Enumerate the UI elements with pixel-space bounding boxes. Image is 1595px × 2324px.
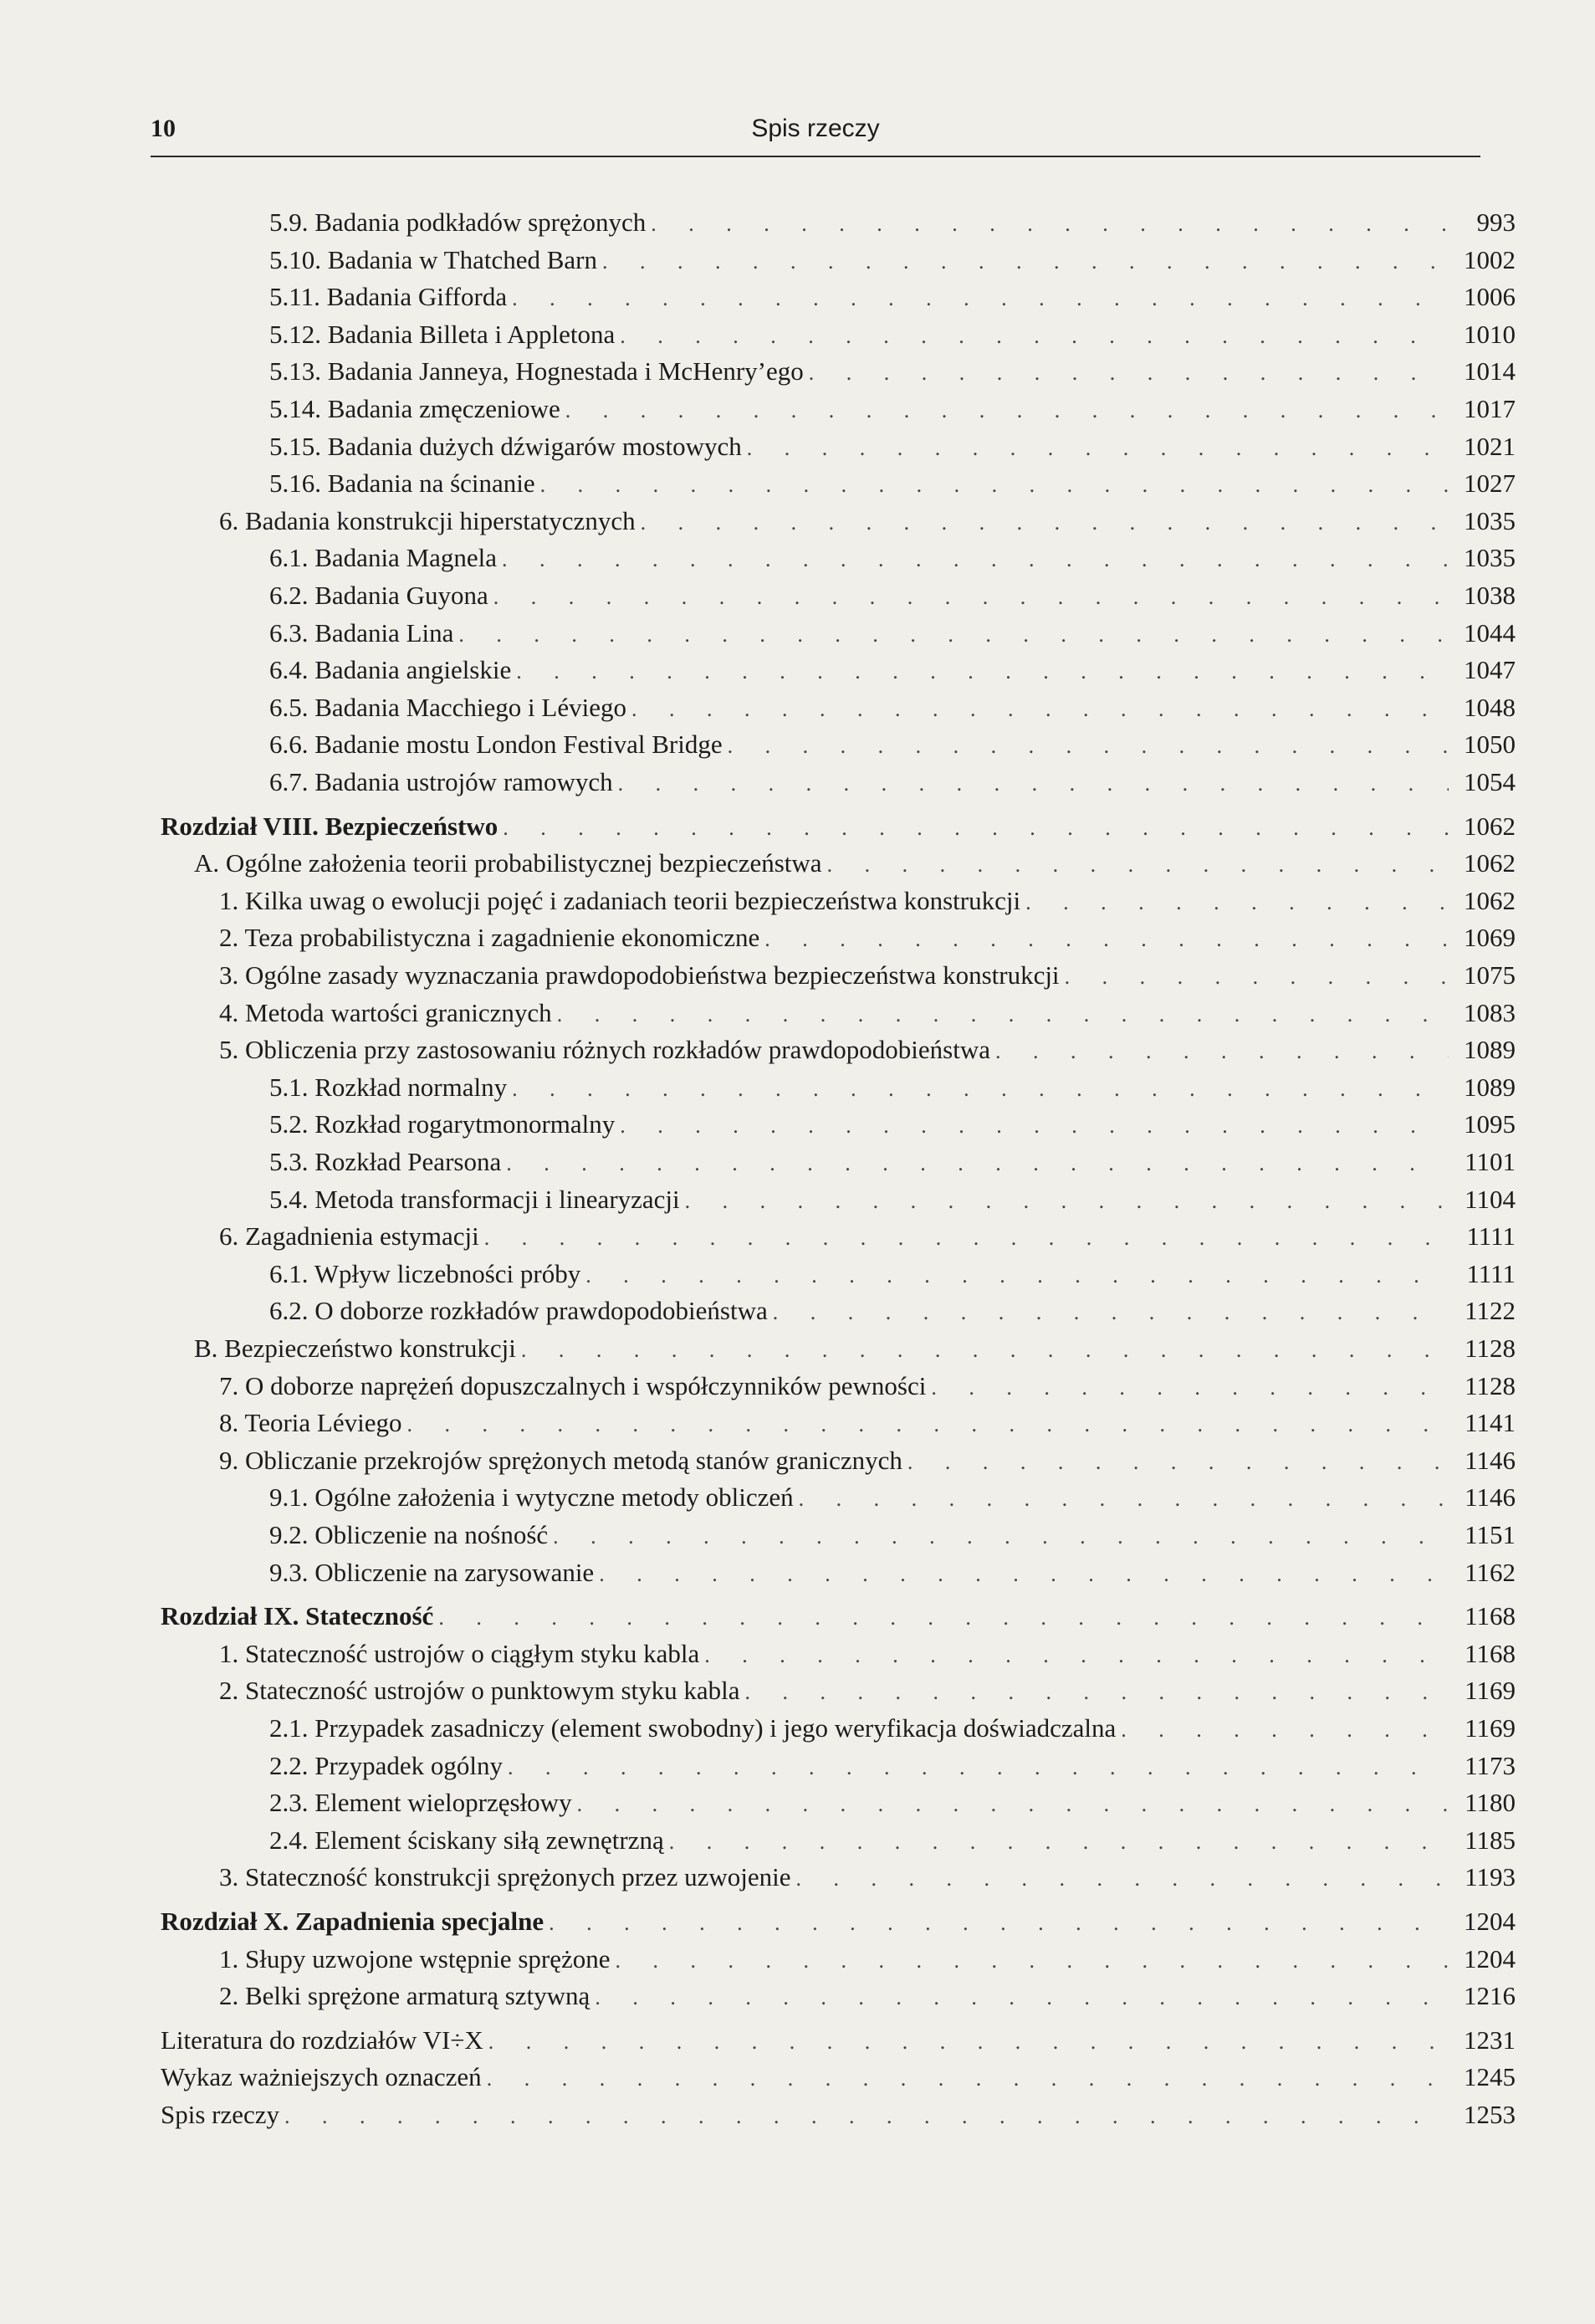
toc-entry-title: 9. Obliczanie przekrojów sprężonych metodą stanów granicznych	[219, 1445, 902, 1475]
toc-entry-page: 1101	[1465, 1147, 1516, 1176]
toc-entry-page: 1111	[1466, 1258, 1516, 1288]
toc-entry-title: 6. Zagadnienia estymacji	[219, 1221, 479, 1252]
toc-entry-title: 4. Metoda wartości granicznych	[219, 997, 552, 1027]
dot-leader	[488, 2024, 1449, 2060]
dot-leader	[458, 617, 1449, 653]
toc-entry	[194, 845, 1516, 882]
toc-entry-page: 1193	[1465, 1862, 1516, 1892]
dot-leader	[669, 1824, 1449, 1861]
dot-leader	[747, 430, 1449, 467]
header-rule	[151, 156, 1480, 157]
dot-leader	[599, 1556, 1449, 1593]
dot-leader	[438, 1600, 1449, 1636]
dot-leader	[995, 1033, 1449, 1070]
dot-leader	[493, 579, 1449, 616]
dot-leader	[585, 1257, 1449, 1294]
toc-entry-title: 6.3. Badania Lina	[269, 617, 454, 648]
toc-entry-title: 2. Teza probabilistyczna i zagadnienie ekonomiczne	[219, 923, 760, 953]
toc-entry	[269, 1293, 1516, 1329]
dot-leader	[631, 691, 1449, 728]
toc-entry	[161, 2059, 1516, 2096]
toc-entry-title: A. Ogólne założenia teorii probabilistycznej bezpieczeństwa	[194, 848, 822, 878]
toc-entry-title: 1. Słupy uzwojone wstępnie sprężone	[219, 1943, 611, 1973]
dot-leader	[553, 1518, 1449, 1555]
dot-leader	[284, 2098, 1449, 2135]
toc-entry-title: 6.7. Badania ustrojów ramowych	[269, 767, 613, 796]
dot-leader	[516, 653, 1449, 690]
dot-leader	[595, 1979, 1449, 2016]
dot-leader	[795, 1861, 1449, 1897]
toc-entry-page: 1062	[1464, 811, 1516, 841]
toc-entry-page: 1027	[1464, 468, 1516, 499]
dot-leader	[641, 504, 1449, 541]
toc-entry	[269, 1554, 1516, 1591]
toc-entry-page: 1162	[1465, 1557, 1516, 1587]
toc-entry-title: 6. Badania konstrukcji hiperstatycznych	[219, 505, 636, 535]
toc-entry-title: 5.1. Rozkład normalny	[269, 1072, 508, 1102]
toc-entry-title: 5. Obliczenia przy zastosowaniu różnych rozkładów prawdopodobieństwa	[219, 1035, 990, 1065]
toc-entry-title: 8. Teoria Léviego	[219, 1408, 402, 1438]
toc-entry	[269, 204, 1516, 241]
toc-entry-title: Spis rzeczy	[161, 2100, 280, 2129]
toc-entry	[219, 1368, 1516, 1405]
toc-entry-page: 1083	[1464, 997, 1516, 1027]
toc-entry	[269, 428, 1516, 465]
toc-entry-page: 1014	[1464, 356, 1516, 386]
dot-leader	[809, 355, 1449, 392]
toc-entry-page: 1173	[1465, 1750, 1516, 1780]
toc-entry-title: 9.2. Obliczenie na nośność	[269, 1520, 549, 1549]
toc-entry	[219, 1941, 1516, 1978]
toc-entry	[194, 1330, 1516, 1367]
dot-leader	[728, 728, 1449, 765]
toc-entry-title: 2. Stateczność ustrojów o punktowym styku kabla	[219, 1676, 740, 1706]
toc-entry	[219, 503, 1516, 540]
toc-entry-title: 6.1. Wpływ liczebności próby	[269, 1258, 581, 1288]
toc-entry-page: 1062	[1464, 848, 1516, 878]
toc-entry-page: 1021	[1464, 431, 1516, 461]
toc-entry-page: 1038	[1464, 581, 1516, 610]
toc-entry-page: 1245	[1464, 2062, 1516, 2092]
toc-entry-page: 1253	[1464, 2100, 1516, 2129]
toc-entry	[219, 957, 1516, 994]
toc-entry	[269, 1256, 1516, 1293]
toc-entry-title: 5.14. Badania zmęczeniowe	[269, 394, 560, 423]
toc-entry-page: 1204	[1464, 1907, 1516, 1936]
dot-leader	[827, 847, 1449, 883]
dot-leader	[618, 765, 1449, 802]
dot-leader	[512, 280, 1449, 317]
dot-leader	[503, 810, 1449, 847]
toc-entry	[219, 919, 1516, 956]
dot-leader	[484, 1220, 1449, 1257]
toc-entry	[269, 726, 1516, 763]
toc-entry	[269, 1106, 1516, 1143]
page-number: 10	[151, 115, 176, 142]
toc-entry-page: 1122	[1465, 1296, 1516, 1326]
toc-entry-page: 1062	[1464, 885, 1516, 915]
dot-leader	[907, 1444, 1449, 1481]
toc-entry-title: 6.2. O doborze rozkładów prawdopodobieństwa	[269, 1296, 768, 1326]
toc-entry	[161, 808, 1516, 845]
toc-entry-page: 1128	[1465, 1333, 1516, 1363]
toc-entry-title: Rozdział IX. Stateczność	[161, 1601, 434, 1631]
toc-entry	[269, 652, 1516, 688]
dot-leader	[502, 541, 1449, 578]
toc-entry	[269, 1748, 1516, 1784]
toc-entry-page: 1216	[1464, 1981, 1516, 2011]
toc-entry	[269, 764, 1516, 801]
toc-entry-title: 1. Kilka uwag o ewolucji pojęć i zadaniach teorii bezpieczeństwa konstrukcji	[219, 885, 1021, 915]
toc-entry-title: 2.1. Przypadek zasadniczy (element swobodny) i jego weryfikacja doświadczalna	[269, 1713, 1117, 1743]
toc-entry	[269, 1479, 1516, 1516]
toc-entry	[269, 391, 1516, 427]
toc-entry-page: 1035	[1464, 543, 1516, 573]
toc-entry-title: Wykaz ważniejszych oznaczeń	[161, 2062, 482, 2092]
dot-leader	[487, 2060, 1449, 2097]
toc-entry	[219, 1031, 1516, 1068]
toc-entry-page: 1044	[1464, 617, 1516, 648]
toc-entry	[269, 353, 1516, 390]
dot-leader	[577, 1786, 1449, 1823]
toc-entry-page: 1069	[1464, 923, 1516, 953]
toc-entry-page: 1204	[1464, 1943, 1516, 1973]
toc-entry-page: 1017	[1464, 394, 1516, 423]
toc-entry-title: Rozdział VIII. Bezpieczeństwo	[161, 811, 498, 841]
toc-entry-page: 1111	[1466, 1221, 1516, 1252]
dot-leader	[602, 243, 1449, 280]
toc-entry-title: Literatura do rozdziałów VI÷X	[161, 2025, 483, 2055]
toc-entry	[219, 1672, 1516, 1709]
toc-entry-title: 6.5. Badania Macchiego i Léviego	[269, 692, 626, 722]
dot-leader	[406, 1406, 1449, 1443]
toc-entry	[269, 1517, 1516, 1554]
toc-entry	[161, 2096, 1516, 2133]
toc-entry-title: 5.4. Metoda transformacji i linearyzacji	[269, 1184, 680, 1214]
dot-leader	[651, 206, 1449, 243]
toc-entry	[269, 242, 1516, 279]
toc-entry-page: 1002	[1464, 244, 1516, 274]
toc-entry-title: 5.3. Rozkład Pearsona	[269, 1147, 502, 1176]
toc-entry-title: 3. Stateczność konstrukcji sprężonych przez uzwojenie	[219, 1862, 791, 1892]
toc-entry	[219, 995, 1516, 1031]
toc-entry-title: 1. Stateczność ustrojów o ciągłym styku kabla	[219, 1638, 700, 1668]
toc-entry-title: 9.3. Obliczenie na zarysowanie	[269, 1557, 595, 1587]
toc-entry-page: 1185	[1465, 1825, 1516, 1855]
toc-entry	[219, 1636, 1516, 1672]
toc-entry-page: 1035	[1464, 505, 1516, 535]
toc-entry-page: 1089	[1464, 1035, 1516, 1065]
toc-entry-title: 5.2. Rozkład rogarytmonormalny	[269, 1109, 616, 1139]
toc-entry-title: 5.9. Badania podkładów sprężonych	[269, 207, 647, 237]
toc-entry-title: 5.11. Badania Gifforda	[269, 282, 508, 312]
dot-leader	[799, 1481, 1449, 1518]
toc-entry-title: B. Bezpieczeństwo konstrukcji	[194, 1333, 516, 1363]
toc-entry-page: 1128	[1465, 1370, 1516, 1400]
toc-entry-title: 5.10. Badania w Thatched Barn	[269, 244, 597, 274]
toc-entry	[269, 465, 1516, 502]
toc-entry-page: 1054	[1464, 767, 1516, 796]
toc-entry	[219, 1442, 1516, 1479]
dot-leader	[512, 1071, 1449, 1108]
toc-entry-page: 1048	[1464, 692, 1516, 722]
dot-leader	[620, 1108, 1449, 1144]
dot-leader	[745, 1674, 1449, 1711]
toc-entry	[269, 540, 1516, 576]
toc-entry-title: 5.16. Badania na ścinanie	[269, 468, 535, 499]
toc-entry-page: 1169	[1465, 1676, 1516, 1706]
dot-leader	[521, 1332, 1449, 1369]
dot-leader	[773, 1294, 1449, 1331]
toc-entry-page: 1146	[1465, 1482, 1516, 1513]
toc-entry	[161, 1598, 1516, 1635]
dot-leader	[540, 467, 1449, 504]
dot-leader	[508, 1749, 1449, 1786]
page-header	[151, 113, 1480, 155]
toc-entry-page: 1151	[1465, 1520, 1516, 1549]
running-title: Spis rzeczy	[751, 115, 880, 142]
toc-entry	[219, 883, 1516, 919]
toc-entry-title: 2.2. Przypadek ogólny	[269, 1750, 503, 1780]
toc-entry-page: 1050	[1464, 729, 1516, 760]
toc-entry-page: 1010	[1464, 319, 1516, 349]
toc-entry	[269, 1144, 1516, 1180]
toc-entry-page: 1168	[1465, 1638, 1516, 1668]
toc-entry-title: 3. Ogólne zasady wyznaczania prawdopodobieństwa bezpieczeństwa konstrukcji	[219, 960, 1060, 990]
toc-entry	[269, 1710, 1516, 1747]
dot-leader	[1065, 959, 1449, 996]
toc-entry	[269, 1784, 1516, 1821]
toc-entry-page: 1075	[1464, 960, 1516, 990]
toc-entry-title: 2.4. Element ściskany siłą zewnętrzną	[269, 1825, 664, 1855]
toc-entry-title: 6.2. Badania Guyona	[269, 581, 488, 610]
dot-leader	[931, 1369, 1449, 1406]
dot-leader	[549, 1905, 1449, 1942]
toc-entry	[161, 1903, 1516, 1940]
dot-leader	[620, 318, 1449, 355]
toc-entry	[269, 615, 1516, 652]
toc-entry-page: 1231	[1464, 2025, 1516, 2055]
toc-entry	[219, 1978, 1516, 2014]
toc-entry	[269, 1822, 1516, 1859]
toc-entry-page: 1180	[1465, 1788, 1516, 1818]
toc-entry-page: 1104	[1465, 1184, 1516, 1214]
toc-entry	[219, 1405, 1516, 1441]
dot-leader	[615, 1943, 1449, 1979]
toc-entry	[269, 1181, 1516, 1218]
toc-entry-page: 1168	[1465, 1601, 1516, 1631]
toc-entry-title: 6.6. Badanie mostu London Festival Bridge	[269, 729, 723, 760]
toc-entry	[269, 316, 1516, 353]
toc-entry-title: 2. Belki sprężone armaturą sztywną	[219, 1981, 590, 2011]
toc-entry	[219, 1218, 1516, 1255]
toc-entry-page: 1169	[1465, 1713, 1516, 1743]
toc-entry-title: 6.1. Badania Magnela	[269, 543, 498, 573]
dot-leader	[704, 1637, 1449, 1674]
dot-leader	[764, 921, 1449, 958]
toc-entry	[269, 279, 1516, 315]
dot-leader	[1025, 884, 1449, 921]
toc-entry-page: 1095	[1464, 1109, 1516, 1139]
toc-entry-title: 5.15. Badania dużych dźwigarów mostowych	[269, 431, 742, 461]
toc-entry	[219, 1859, 1516, 1896]
dot-leader	[565, 392, 1449, 429]
toc-entry	[269, 1069, 1516, 1106]
toc-entry-title: 5.13. Badania Janneya, Hognestada i McHenry’ego	[269, 356, 804, 386]
toc-entry-title: 5.12. Badania Billeta i Appletona	[269, 319, 616, 349]
toc-entry-page: 1047	[1464, 655, 1516, 685]
dot-leader	[685, 1183, 1449, 1220]
dot-leader	[1121, 1712, 1449, 1748]
dot-leader	[557, 996, 1449, 1033]
dot-leader	[506, 1145, 1449, 1182]
toc-entry-title: 9.1. Ogólne założenia i wytyczne metody obliczeń	[269, 1482, 794, 1513]
toc-entry-page: 1146	[1465, 1445, 1516, 1475]
toc-entry-title: 2.3. Element wieloprzęsłowy	[269, 1788, 572, 1818]
toc-entry	[269, 689, 1516, 726]
toc-entry-page: 1006	[1464, 282, 1516, 312]
toc-entry-page: 993	[1476, 207, 1516, 237]
toc-entry	[269, 577, 1516, 614]
toc-entry	[161, 2022, 1516, 2059]
toc-entry-title: Rozdział X. Zapadnienia specjalne	[161, 1907, 544, 1936]
toc-entry-page: 1141	[1465, 1408, 1516, 1438]
toc-entry-title: 7. O doborze naprężeń dopuszczalnych i współczynników pewności	[219, 1370, 927, 1400]
toc-entry-page: 1089	[1464, 1072, 1516, 1102]
toc-entry-title: 6.4. Badania angielskie	[269, 655, 512, 685]
